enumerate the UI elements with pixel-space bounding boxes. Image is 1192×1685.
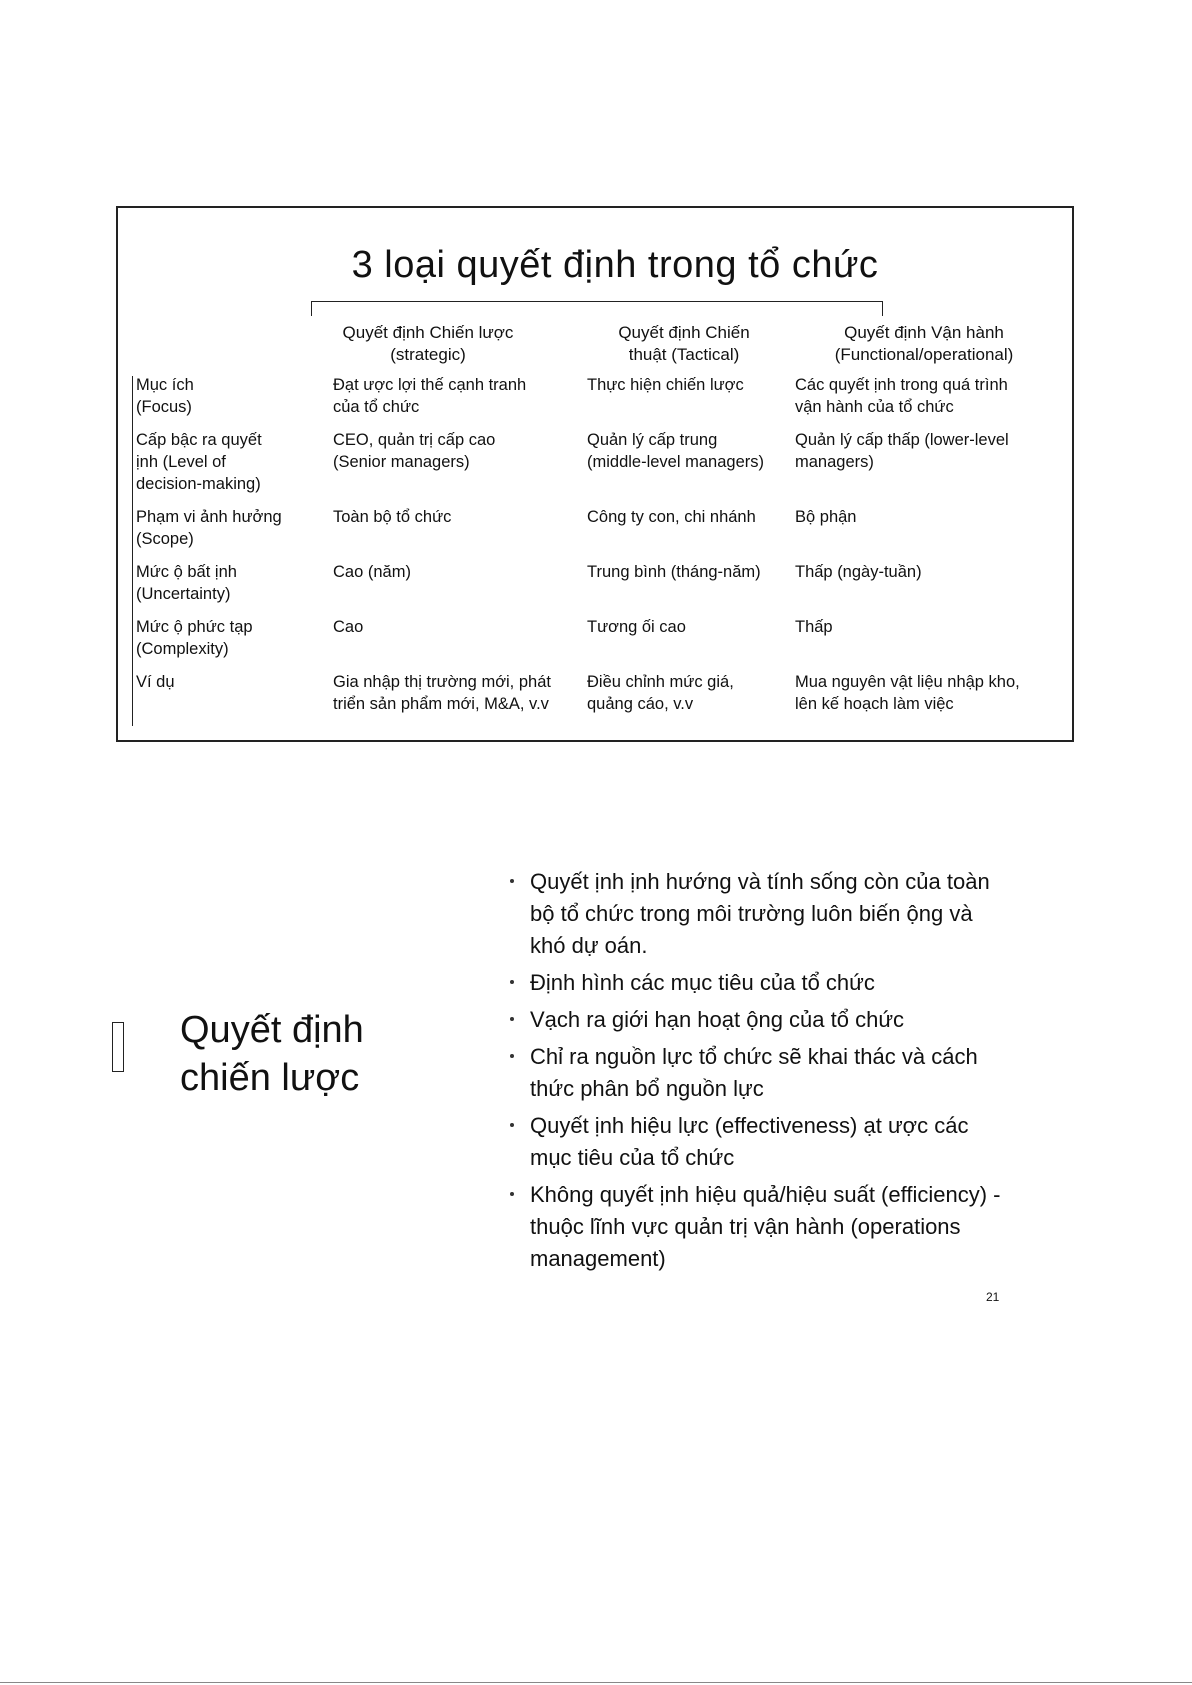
cell-operational-uncertainty bbox=[795, 561, 922, 583]
cell-line: Thấp bbox=[795, 618, 833, 636]
cell-line: vận hành của tổ chức bbox=[795, 398, 954, 416]
row-label-scope bbox=[136, 506, 282, 550]
bullet-item bbox=[510, 1004, 1070, 1036]
cell-line: Thấp (ngày-tuần) bbox=[795, 563, 922, 581]
cell-line: (Uncertainty) bbox=[136, 585, 231, 603]
row-label-level bbox=[136, 429, 262, 495]
row-label-rule bbox=[132, 376, 133, 726]
cell-tactical-examples bbox=[587, 671, 734, 715]
cell-line: Ví dụ bbox=[136, 673, 175, 691]
title-line: Quyết định bbox=[180, 1009, 364, 1051]
column-header-tactical bbox=[584, 322, 784, 366]
cell-line: decision-making) bbox=[136, 475, 261, 493]
cell-line: Bộ phận bbox=[795, 508, 857, 526]
bullet-list bbox=[510, 866, 1070, 1280]
cell-line: (Focus) bbox=[136, 398, 192, 416]
cell-line: Điều chỉnh mức giá, bbox=[587, 673, 734, 691]
slide-decision-types bbox=[116, 206, 1074, 742]
cell-line: của tổ chức bbox=[333, 398, 420, 416]
cell-line: Đạt ược lợi thế cạnh tranh bbox=[333, 376, 527, 394]
cell-operational-complexity bbox=[795, 616, 833, 638]
cell-tactical-focus bbox=[587, 374, 744, 396]
cell-line: Các quyết ịnh trong quá trình bbox=[795, 376, 1008, 394]
bullet-line: thuộc lĩnh vực quản trị vận hành (operations bbox=[530, 1214, 961, 1239]
bullet-line: Chỉ ra nguồn lực tổ chức sẽ khai thác và cách bbox=[530, 1044, 978, 1069]
cell-line: CEO, quản trị cấp cao bbox=[333, 431, 496, 449]
cell-line: Công ty con, chi nhánh bbox=[587, 508, 756, 526]
page-divider bbox=[0, 1682, 1192, 1683]
column-header-line: Quyết định Chiến bbox=[618, 323, 750, 342]
cell-line: triển sản phẩm mới, M&A, v.v bbox=[333, 695, 549, 713]
cell-line: Quản lý cấp thấp (lower-level bbox=[795, 431, 1009, 449]
column-header-line: thuật (Tactical) bbox=[628, 345, 740, 364]
cell-strategic-focus bbox=[333, 374, 526, 418]
row-label-examples bbox=[136, 671, 175, 693]
header-bracket bbox=[311, 301, 883, 316]
cell-line: lên kế hoạch làm việc bbox=[795, 695, 954, 713]
cell-line: Cao (năm) bbox=[333, 563, 411, 581]
bullet-item bbox=[510, 866, 1070, 962]
cell-line: ịnh (Level of bbox=[136, 453, 226, 471]
cell-line: Mức ộ phức tạp bbox=[136, 618, 253, 636]
cell-tactical-level bbox=[587, 429, 764, 473]
bullet-line: Không quyết ịnh hiệu quả/hiệu suất (efficiency) - bbox=[530, 1182, 1001, 1207]
bullet-item bbox=[510, 1041, 1070, 1105]
section-title bbox=[180, 1006, 364, 1102]
row-label-focus bbox=[136, 374, 194, 418]
bullet-dot-icon bbox=[510, 1123, 514, 1127]
cell-strategic-level bbox=[333, 429, 495, 473]
bullet-item bbox=[510, 967, 1070, 999]
bullet-line: Quyết ịnh hiệu lực (effectiveness) ạt ược các bbox=[530, 1113, 969, 1138]
cell-line: Gia nhập thị trường mới, phát bbox=[333, 673, 551, 691]
column-header-line: Quyết định Chiến lược bbox=[342, 323, 514, 342]
cell-line: (middle-level managers) bbox=[587, 453, 764, 471]
missing-glyph-icon bbox=[112, 1022, 124, 1072]
bullet-line: Định hình các mục tiêu của tổ chức bbox=[530, 970, 875, 995]
bullet-line: Quyết ịnh ịnh hướng và tính sống còn của toàn bbox=[530, 869, 990, 894]
column-header-line: (Functional/operational) bbox=[834, 345, 1014, 364]
bullet-dot-icon bbox=[510, 1192, 514, 1196]
cell-line: (Scope) bbox=[136, 530, 194, 548]
cell-strategic-uncertainty bbox=[333, 561, 411, 583]
cell-operational-focus bbox=[795, 374, 1008, 418]
cell-line: Toàn bộ tổ chức bbox=[333, 508, 452, 526]
bullet-item bbox=[510, 1110, 1070, 1174]
cell-line: Trung bình (tháng-năm) bbox=[587, 563, 761, 581]
bullet-dot-icon bbox=[510, 980, 514, 984]
cell-line: Mua nguyên vật liệu nhập kho, bbox=[795, 673, 1020, 691]
bullet-line: Vạch ra giới hạn hoạt ộng của tổ chức bbox=[530, 1007, 905, 1032]
cell-line: quảng cáo, v.v bbox=[587, 695, 694, 713]
bullet-dot-icon bbox=[510, 879, 514, 883]
row-label-uncertainty bbox=[136, 561, 237, 605]
page-number: 21 bbox=[986, 1290, 1000, 1304]
bullet-line: khó dự oán. bbox=[530, 933, 648, 958]
cell-strategic-examples bbox=[333, 671, 551, 715]
cell-tactical-uncertainty bbox=[587, 561, 761, 583]
cell-line: Cấp bậc ra quyết bbox=[136, 431, 262, 449]
cell-tactical-complexity bbox=[587, 616, 686, 638]
title-line: chiến lược bbox=[180, 1057, 360, 1099]
cell-line: Tương ối cao bbox=[587, 618, 686, 636]
column-header-strategic bbox=[314, 322, 542, 366]
bullet-line: thức phân bổ nguồn lực bbox=[530, 1076, 764, 1101]
cell-operational-scope bbox=[795, 506, 856, 528]
cell-line: Mục ích bbox=[136, 376, 194, 394]
cell-line: (Complexity) bbox=[136, 640, 229, 658]
column-header-operational bbox=[794, 322, 1054, 366]
bullet-dot-icon bbox=[510, 1017, 514, 1021]
bullet-line: management) bbox=[530, 1246, 666, 1271]
cell-tactical-scope bbox=[587, 506, 756, 528]
cell-line: Cao bbox=[333, 618, 364, 636]
bullet-line: bộ tổ chức trong môi trường luôn biến ộng và bbox=[530, 901, 973, 926]
cell-line: Thực hiện chiến lược bbox=[587, 376, 744, 394]
bullet-item bbox=[510, 1179, 1070, 1275]
column-header-line: (strategic) bbox=[390, 345, 466, 364]
bullet-dot-icon bbox=[510, 1054, 514, 1058]
column-header-line: Quyết định Vận hành bbox=[844, 323, 1004, 342]
cell-strategic-scope bbox=[333, 506, 451, 528]
cell-line: Phạm vi ảnh hưởng bbox=[136, 508, 282, 526]
cell-line: Quản lý cấp trung bbox=[587, 431, 718, 449]
row-label-complexity bbox=[136, 616, 253, 660]
bullet-line: mục tiêu của tổ chức bbox=[530, 1145, 735, 1170]
slide-title: 3 loại quyết định trong tổ chức bbox=[351, 244, 879, 286]
cell-operational-level bbox=[795, 429, 1009, 473]
cell-strategic-complexity bbox=[333, 616, 363, 638]
cell-line: (Senior managers) bbox=[333, 453, 470, 471]
cell-operational-examples bbox=[795, 671, 1020, 715]
cell-line: Mức ộ bất ịnh bbox=[136, 563, 237, 581]
cell-line: managers) bbox=[795, 453, 874, 471]
